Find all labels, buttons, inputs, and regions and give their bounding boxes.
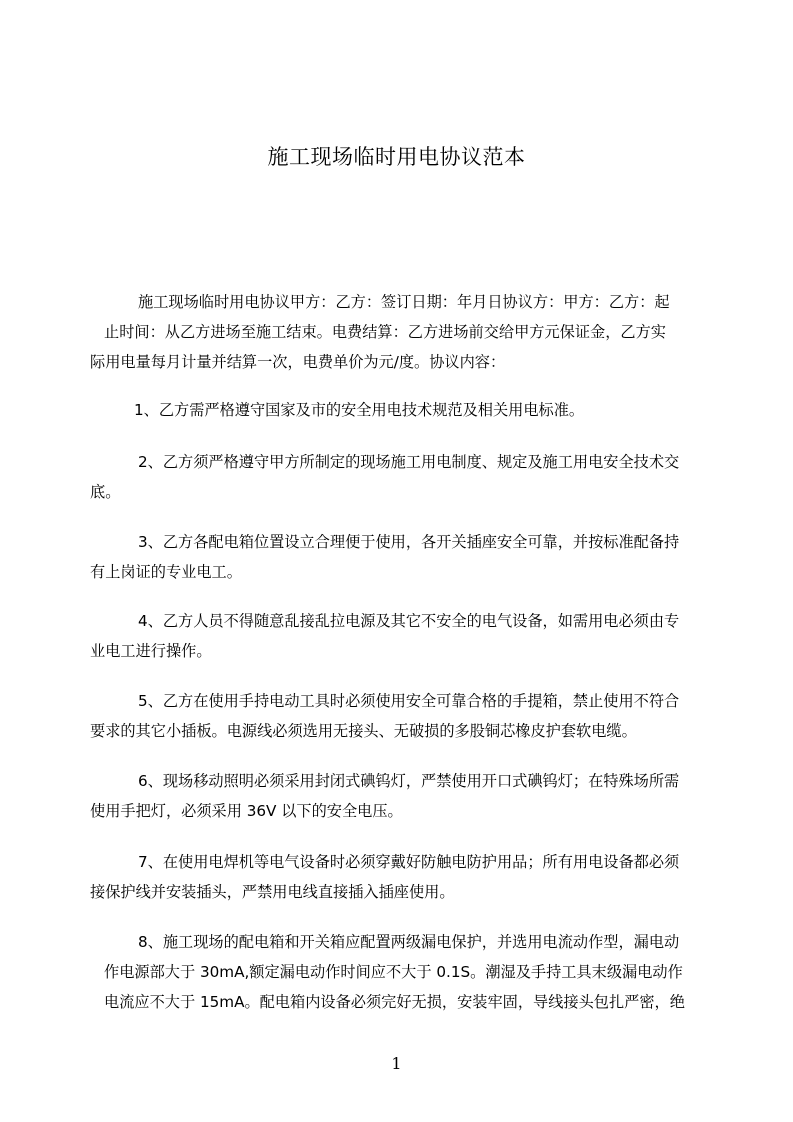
intro-paragraph: [90, 287, 710, 377]
clause-line: 要求的其它小插板。电源线必须选用无接头、无破损的多股铜芯橡皮护套软电缆。: [90, 722, 637, 740]
clause-line: 8、施工现场的配电箱和开关箱应配置两级漏电保护，并选用电流动作型，漏电动: [138, 933, 680, 951]
clause-7: [90, 847, 710, 907]
intro-line: 止时间：从乙方进场至施工结束。电费结算：乙方进场前交给甲方元保证金，乙方实: [104, 323, 666, 341]
clause-line: 1、乙方需严格遵守国家及市的安全用电技术规范及相关用电标准。: [134, 401, 585, 419]
clause-4: [90, 606, 710, 666]
clause-line: 5、乙方在使用手持电动工具时必须使用安全可靠合格的手提箱，禁止使用不符合: [138, 692, 680, 710]
clause-line: 4、乙方人员不得随意乱接乱拉电源及其它不安全的电气设备，如需用电必须由专: [138, 612, 680, 630]
clause-line: 7、在使用电焊机等电气设备时必须穿戴好防触电防护用品；所有用电设备都必须: [138, 853, 680, 871]
clause-line: 底。: [90, 483, 121, 501]
clause-1: [90, 395, 710, 425]
clause-line: 3、乙方各配电箱位置设立合理便于使用，各开关插座安全可靠，并按标准配备持: [138, 533, 680, 551]
clause-2: [90, 447, 710, 507]
clause-8: [90, 927, 710, 1017]
intro-line: 施工现场临时用电协议甲方：乙方：签订日期：年月日协议方：甲方：乙方：起: [138, 293, 670, 311]
clause-3: [90, 527, 710, 587]
clause-line: 作电源部大于 30mA,额定漏电动作时间应不大于 0.1S。潮湿及手持工具末级漏电动作: [104, 963, 683, 981]
clause-line: 电流应不大于 15mA。配电箱内设备必须完好无损，安装牢固，导线接头包扎严密，绝: [104, 993, 685, 1011]
clause-6: [90, 766, 710, 826]
clause-line: 有上岗证的专业电工。: [90, 563, 242, 581]
page-number: 1: [391, 1054, 402, 1073]
intro-line: 际用电量每月计量并结算一次，电费单价为元/度。协议内容：: [90, 353, 506, 371]
clause-line: 6、现场移动照明必须采用封闭式碘钨灯，严禁使用开口式碘钨灯；在特殊场所需: [138, 772, 680, 790]
document-title: 施工现场临时用电协议范本: [267, 145, 526, 169]
clause-line: 2、乙方须严格遵守甲方所制定的现场施工用电制度、规定及施工用电安全技术交: [138, 453, 680, 471]
clause-5: [90, 686, 710, 746]
clause-line: 使用手把灯，必须采用 36V 以下的安全电压。: [90, 802, 403, 820]
clause-line: 业电工进行操作。: [90, 642, 212, 660]
clause-line: 接保护线并安装插头，严禁用电线直接插入插座使用。: [90, 883, 455, 901]
